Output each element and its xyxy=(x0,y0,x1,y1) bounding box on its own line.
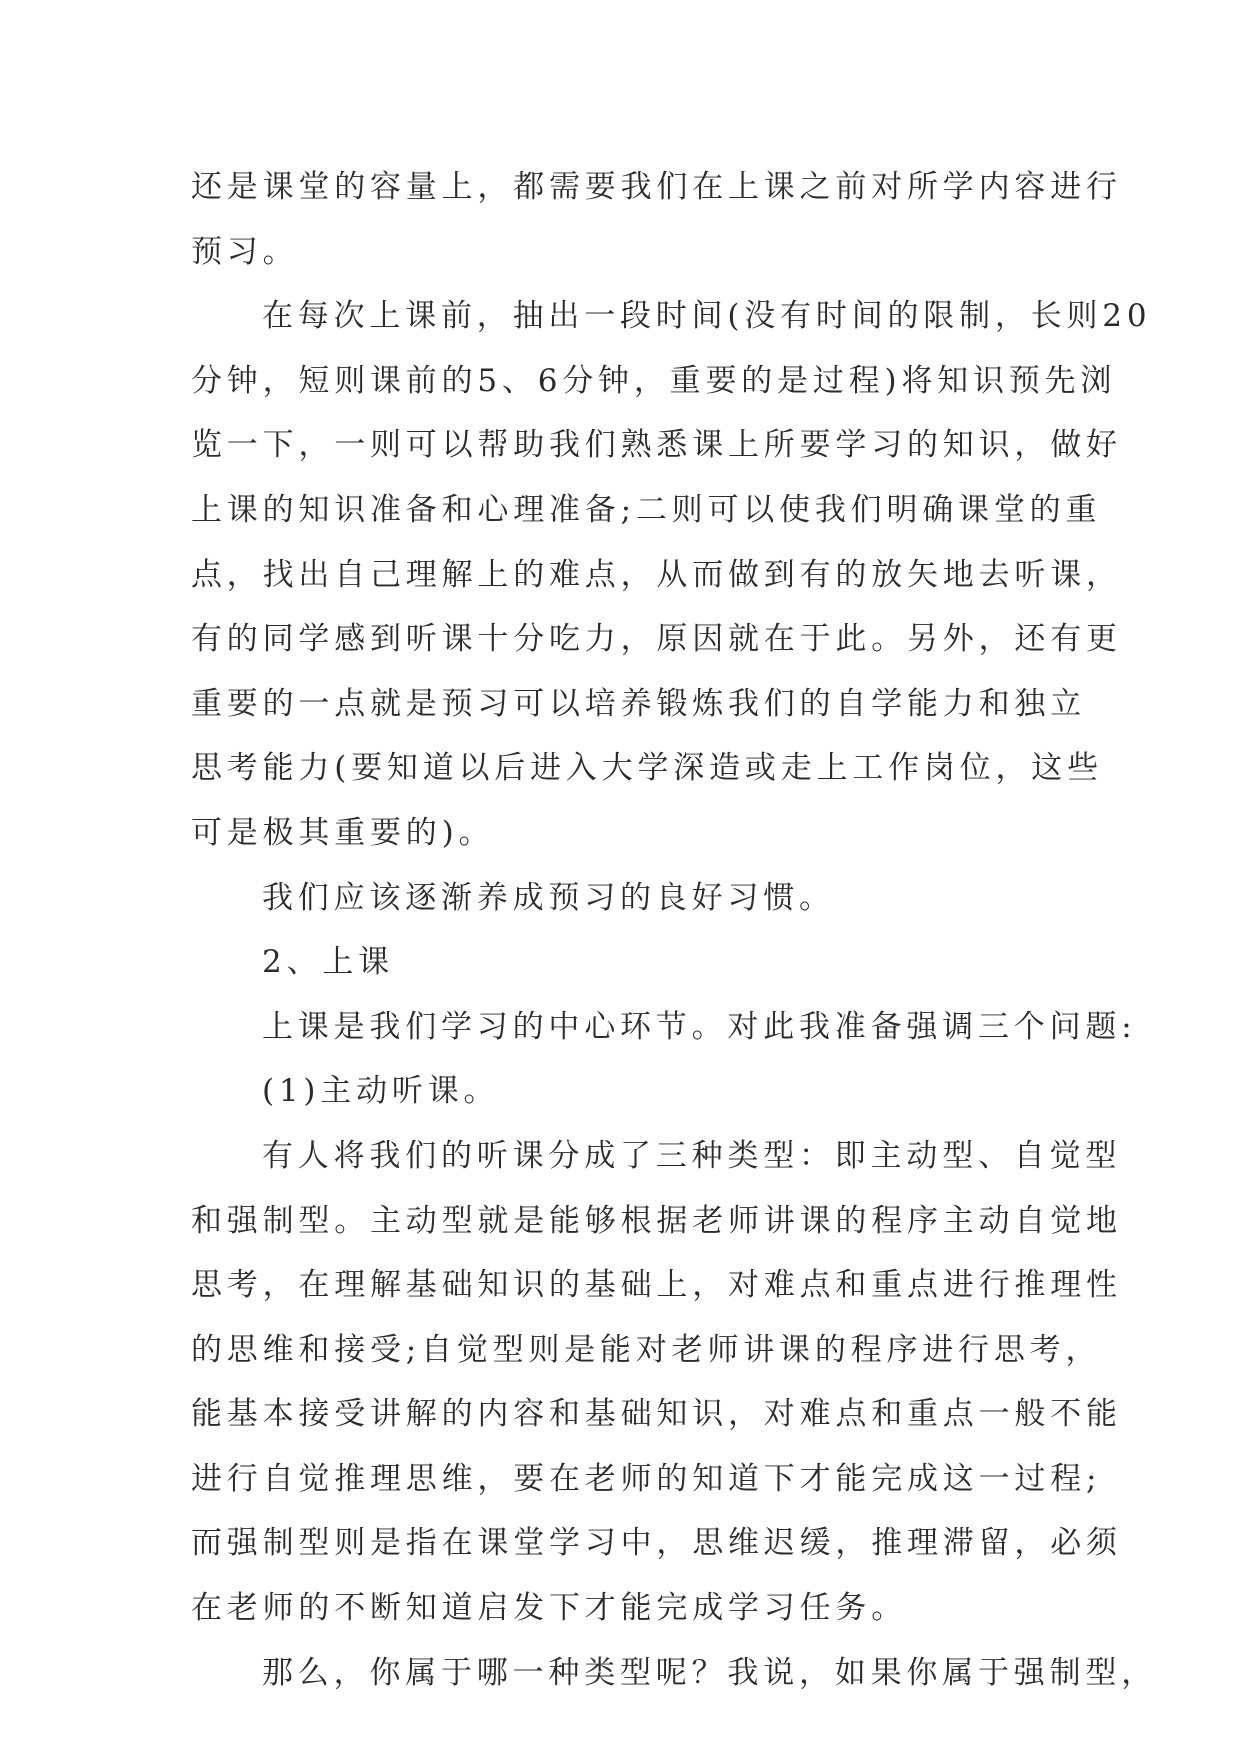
text-line: 我们应该逐渐养成预习的良好习惯。 xyxy=(262,879,835,916)
text-line: 有人将我们的听课分成了三种类型：即主动型、自觉型 xyxy=(262,1137,1122,1174)
document-body xyxy=(191,155,1157,1705)
text-line: 览一下，一则可以帮助我们熟悉课上所要学习的知识，做好 xyxy=(191,427,1122,464)
text-line: 点，找出自己理解上的难点，从而做到有的放矢地去听课， xyxy=(191,556,1122,593)
text-line: 在老师的不断知道启发下才能完成学习任务。 xyxy=(191,1590,907,1627)
text-line: 在每次上课前，抽出一段时间(没有时间的限制，长则20 xyxy=(262,298,1152,335)
text-line: 思考，在理解基础知识的基础上，对难点和重点进行推理性 xyxy=(191,1267,1122,1304)
text-line: 有的同学感到听课十分吃力，原因就在于此。另外，还有更 xyxy=(191,621,1122,658)
text-line: 进行自觉推理思维，要在老师的知道下才能完成这一过程; xyxy=(191,1460,1102,1497)
text-line: 而强制型则是指在课堂学习中，思维迟缓，推理滞留，必须 xyxy=(191,1525,1122,1562)
text-line: 可是极其重要的)。 xyxy=(191,814,495,851)
text-line: 能基本接受讲解的内容和基础知识，对难点和重点一般不能 xyxy=(191,1396,1122,1433)
text-line: 分钟，短则课前的5、6分钟，重要的是过程)将知识预先浏 xyxy=(191,362,1117,399)
text-line: 上课是我们学习的中心环节。对此我准备强调三个问题: xyxy=(262,1008,1137,1045)
subsection-heading: (1)主动听课。 xyxy=(262,1073,500,1110)
text-line: 重要的一点就是预习可以培养锻炼我们的自学能力和独立 xyxy=(191,685,1086,722)
text-line: 上课的知识准备和心理准备;二则可以使我们明确课堂的重 xyxy=(191,491,1102,528)
text-line: 和强制型。主动型就是能够根据老师讲课的程序主动自觉地 xyxy=(191,1202,1122,1239)
text-line: 还是课堂的容量上，都需要我们在上课之前对所学内容进行 xyxy=(191,169,1122,205)
text-line: 预习。 xyxy=(191,233,299,270)
text-line: 那么，你属于哪一种类型呢？我说，如果你属于强制型， xyxy=(262,1654,1157,1691)
text-line: 的思维和接受;自觉型则是能对老师讲课的程序进行思考， xyxy=(191,1331,1102,1368)
text-line: 思考能力(要知道以后进入大学深造或走上工作岗位，这些 xyxy=(191,750,1103,787)
section-heading: 2、上课 xyxy=(262,944,394,981)
